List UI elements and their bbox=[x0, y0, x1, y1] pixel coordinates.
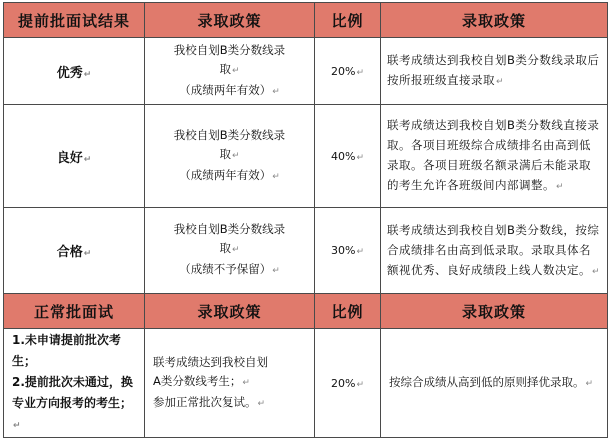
policy-cell bbox=[145, 208, 315, 294]
table-row-excellent bbox=[4, 38, 608, 105]
grade-cell: 合格↵ bbox=[4, 208, 145, 294]
description-cell: 联考成绩达到我校自划B类分数线录取后按所报班级直接录取↵ bbox=[381, 38, 608, 105]
policy-text: 参加正常批次复试。 bbox=[153, 394, 257, 409]
description-cell: 联考成绩达到我校自划B类分数线，按综合成绩排名由高到低录取。录取具体名额视优秀、良好成绩段上线人数决定。↵ bbox=[381, 208, 608, 294]
grade-cell: 优秀↵ bbox=[4, 38, 145, 105]
ratio-cell: 20%↵ bbox=[315, 38, 381, 105]
description-text: 联考成绩达到我校自划B类分数线直接录取。各项目班级综合成绩排名由高到低录取。各项目班级名额录满后未能录取的考生允许各班级间内部调整。 bbox=[387, 118, 600, 192]
policy-text: A类分数线考生； bbox=[153, 373, 242, 388]
grade-label: 优秀 bbox=[56, 65, 83, 81]
policy-text: （成绩两年有效） bbox=[179, 167, 272, 182]
policy-line: 取↵ bbox=[219, 241, 240, 255]
condition-line: 1.未申请提前批次考生； bbox=[12, 332, 121, 368]
policy-line: 参加正常批次复试。↵ bbox=[153, 394, 266, 409]
ratio-value: 40% bbox=[331, 149, 356, 163]
header-ratio: 比例 bbox=[315, 294, 381, 329]
policy-text: 取 bbox=[219, 146, 231, 161]
ratio-cell: 30%↵ bbox=[315, 208, 381, 294]
policy-cell bbox=[145, 105, 315, 208]
header-admission-policy: 录取政策 bbox=[145, 3, 315, 38]
description-text: 联考成绩达到我校自划B类分数线录取后按所报班级直接录取 bbox=[387, 53, 600, 87]
policy-line: 取↵ bbox=[219, 61, 240, 76]
policy-text: （成绩不予保留） bbox=[179, 262, 272, 276]
table-row-good bbox=[4, 105, 608, 208]
policy-line: （成绩不予保留）↵ bbox=[179, 262, 280, 276]
grade-cell: 良好↵ bbox=[4, 105, 145, 208]
policy-line: 我校自划B类分数线录 bbox=[173, 42, 286, 57]
ratio-value: 20% bbox=[331, 376, 356, 390]
ratio-value: 30% bbox=[331, 244, 356, 257]
policy-cell bbox=[145, 329, 315, 438]
table-row-pass bbox=[4, 208, 608, 294]
grade-label: 合格 bbox=[56, 245, 83, 260]
description-cell: 联考成绩达到我校自划B类分数线直接录取。各项目班级综合成绩排名由高到低录取。各项目班级名额录满后未能录取的考生允许各班级间内部调整。↵ bbox=[381, 105, 608, 208]
description-text: 联考成绩达到我校自划B类分数线，按综合成绩排名由高到低录取。录取具体名额视优秀、良好成绩段上线人数决定。 bbox=[387, 222, 600, 277]
policy-line: A类分数线考生；↵ bbox=[153, 373, 250, 388]
policy-line: （成绩两年有效）↵ bbox=[179, 82, 280, 97]
description-cell: 按综合成绩从高到低的原则择优录取。↵ bbox=[381, 329, 608, 438]
ratio-cell: 40%↵ bbox=[315, 105, 381, 208]
policy-text: 取 bbox=[219, 61, 231, 76]
policy-line: （成绩两年有效）↵ bbox=[179, 167, 280, 182]
policy-line: 取↵ bbox=[219, 146, 240, 161]
table-row-normal bbox=[4, 329, 608, 438]
policy-text: （成绩两年有效） bbox=[179, 82, 272, 97]
admission-policy-table bbox=[3, 2, 608, 438]
ratio-cell: 20%↵ bbox=[315, 329, 381, 438]
header-admission-policy: 录取政策 bbox=[145, 294, 315, 329]
header-interview-result: 提前批面试结果 bbox=[4, 3, 145, 38]
condition-line: 2.提前批次未通过，换专业方向报考的考生；↵ bbox=[12, 374, 133, 431]
condition-text: 2.提前批次未通过，换专业方向报考的考生； bbox=[12, 374, 133, 410]
header-row-advance bbox=[4, 3, 608, 38]
header-row-normal bbox=[4, 294, 608, 329]
policy-line: 我校自划B类分数线录 bbox=[173, 127, 286, 142]
header-admission-policy-detail: 录取政策 bbox=[381, 294, 608, 329]
condition-cell bbox=[4, 329, 145, 438]
grade-label: 良好 bbox=[56, 150, 83, 166]
policy-line: 我校自划B类分数线录 bbox=[173, 222, 286, 236]
header-ratio: 比例 bbox=[315, 3, 381, 38]
description-text: 按综合成绩从高到低的原则择优录取。 bbox=[389, 375, 585, 389]
ratio-value: 20% bbox=[331, 64, 356, 78]
header-normal-interview: 正常批面试 bbox=[4, 294, 145, 329]
policy-text: 取 bbox=[219, 241, 231, 255]
header-admission-policy-detail: 录取政策 bbox=[381, 3, 608, 38]
policy-cell bbox=[145, 38, 315, 105]
policy-line: 联考成绩达到我校自划 bbox=[153, 354, 268, 369]
